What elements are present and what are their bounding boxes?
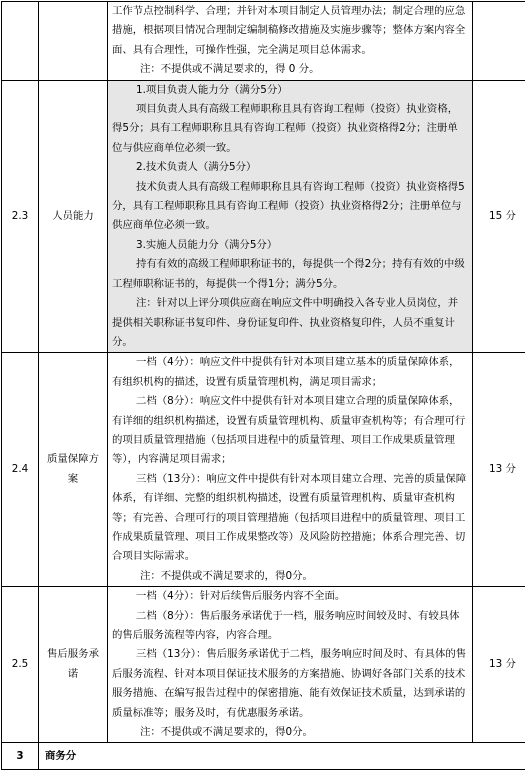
criteria-paragraph: 持有有效的高级工程师职称证书的，每提供一个得2分；持有有效的中级工程师职称证书的，每提供一个得1分；满分5分。	[112, 255, 468, 294]
criteria-paragraph: 二档（8分）：响应文件中提供有针对本项目建立合理的质量保障体系，有详细的组织机构描述，设置有质量管理机构、质量审查机构等；有合理可行的项目质量管理措施（包括项目进程中的质量管理、项目工作成果质量管理等），内容满足项目需求；	[112, 392, 468, 470]
item-name: 售后服务承诺	[39, 587, 108, 743]
criteria-paragraph: 二档（8分）：售后服务承诺优于一档，服务响应时间较及时、有较具体的售后服务流程等内容，内容合理。	[112, 607, 468, 646]
scoring-criteria	[108, 80, 473, 353]
criteria-paragraph: 注：针对以上评分项供应商在响应文件中明确投入各专业人员岗位，并提供相关职称证书复印件、身份证复印件、执业资格复印件，人员不重复计分。	[112, 294, 468, 352]
table-row	[2, 587, 525, 743]
criteria-paragraph: 2.技术负责人（满分5分）	[112, 158, 468, 177]
criteria-note: 注：不提供或不满足要求的，得0分。	[112, 567, 468, 586]
item-name	[39, 2, 108, 81]
section-title: 商务分	[39, 743, 525, 770]
criteria-note: 注：不提供或不满足要求的，得0分。	[112, 723, 468, 742]
item-score	[473, 2, 525, 81]
criteria-note: 注：不提供或不满足要求的，得 0 分。	[112, 60, 468, 79]
scoring-criteria	[108, 587, 473, 743]
section-number: 3	[2, 743, 39, 770]
item-score: 13 分	[473, 353, 525, 587]
item-name: 质量保障方案	[39, 353, 108, 587]
criteria-paragraph: 三档（13分）：售后服务承诺优于二档，服务响应时间及时、有具体的售后服务流程、针对本项目保证技术服务的方案措施、协调好各部门关系的技术服务措施、在编写报告过程中的保密措施、能有效保证技术质量，达到承诺的质量标准等；服务及时，有优惠服务承诺。	[112, 645, 468, 723]
scoring-criteria	[108, 2, 473, 81]
scoring-table-body	[2, 2, 525, 770]
criteria-paragraph: 一档（4分）：响应文件中提供有针对本项目建立基本的质量保障体系，有组织机构的描述，设置有质量管理机构，满足项目需求；	[112, 353, 468, 392]
item-number: 2.3	[2, 80, 39, 353]
section-header-row	[2, 743, 525, 770]
table-row	[2, 2, 525, 81]
scoring-table	[1, 1, 525, 770]
criteria-paragraph: 1.项目负责人能力分（满分5分）	[112, 81, 468, 100]
criteria-paragraph: 工作节点控制科学、合理；并针对本项目制定人员管理办法；制定合理的应急措施，根据项目情况合理制定编制稿修改措施及实施步骤等；整体方案内容全面、具有合理性，可操作性强，完全满足项目总体需求。	[112, 2, 468, 60]
criteria-paragraph: 项目负责人具有高级工程师职称且具有咨询工程师（投资）执业资格，得5分；具有工程师职称且具有咨询工程师（投资）执业资格得2分；注册单位与供应商单位必须一致。	[112, 100, 468, 158]
table-row	[2, 353, 525, 587]
item-number: 2.5	[2, 587, 39, 743]
item-score: 13 分	[473, 587, 525, 743]
criteria-paragraph: 一档（4分）：针对后续售后服务内容不全面。	[112, 587, 468, 606]
scoring-criteria	[108, 353, 473, 587]
item-number	[2, 2, 39, 81]
criteria-paragraph: 技术负责人具有高级工程师职称且具有咨询工程师（投资）执业资格得5分，具有工程师职称且具有咨询工程师（投资）执业资格得2分；注册单位与供应商单位必须一致。	[112, 178, 468, 236]
item-name: 人员能力	[39, 80, 108, 353]
criteria-paragraph: 三档（13分）：响应文件中提供有针对本项目建立合理、完善的质量保障体系，有详细、完整的组织机构描述，设置有质量管理机构、质量审查机构等；有完善、合理可行的项目管理措施（包括项目进程中的质量管理、项目工作成果质量管理、项目工作成果整改等）及风险防控措施；体系合理完善、切合项目实际需求。	[112, 470, 468, 567]
item-score: 15 分	[473, 80, 525, 353]
item-number: 2.4	[2, 353, 39, 587]
table-row	[2, 80, 525, 353]
criteria-paragraph: 3.实施人员能力分（满分5分）	[112, 236, 468, 255]
